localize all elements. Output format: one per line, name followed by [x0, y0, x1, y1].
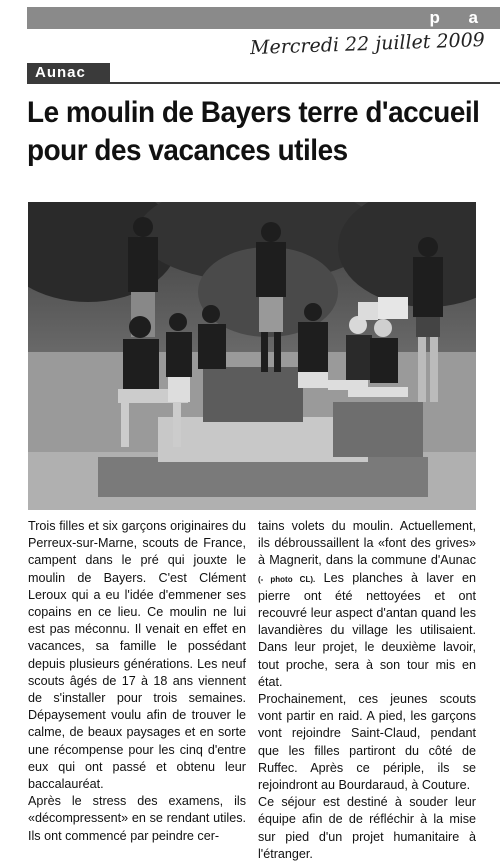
section-label: Aunac	[27, 63, 110, 83]
handwritten-date: Mercredi 22 juillet 2009	[249, 28, 486, 60]
section-divider	[27, 82, 500, 84]
article-column-left	[28, 518, 246, 845]
photo-credit: (- photo CL).	[258, 574, 316, 584]
page-header-bar	[27, 7, 500, 29]
article-paragraph: Trois filles et six garçons originaires du Perreux-sur-Marne, scouts de France, campent dans le pré qui jouxte le moulin de Bayers. C'est Clément Leroux qui a eu l'idée d'emmener ses copains en ce lieu. Ce moulin ne lui est pas méconnu. Il venait en effet en vacances, sa famille le possédant depuis plusieurs générations. Les neuf scouts âgés de 17 à 18 ans viennent de s'installer pour trois semaines. Dépaysement voulu afin de trouver le calme, de beaux paysages et en sorte une récompense pour les cinq d'entre eux qui ont passé et obtenu leur baccalauréat.	[28, 519, 246, 792]
article-paragraph: Prochainement, ces jeunes scouts vont partir en raid. A pied, les garçons vont rejoindre Saint-Claud, pendant que les filles partiront du côté de Ruffec. Après ce périple, ils se rejoindront au Bourdaraud, à Couture.	[258, 692, 476, 793]
article-headline: Le moulin de Bayers terre d'accueil pour des vacances utiles	[27, 96, 480, 167]
article-paragraph: Après le stress des examens, ils «décompressent» en se rendant utiles. Ils ont commencé par peindre cer-	[28, 794, 246, 843]
article-text: tains volets du moulin. Actuellement, ils débroussaillent la «font des grives» à Magnerit, dans la commune d'Aunac	[258, 519, 476, 568]
article-paragraph	[258, 518, 476, 691]
article-text: Les planches à laver en pierre ont été nettoyées et ont recouvré leur aspect d'antan quand les lavandières du village les utilisaient. Dans leur projet, le deuxième lavoir, tout proche, sera à son tour mis en état.	[258, 570, 476, 689]
article-paragraph: Ce séjour est destiné à souder leur équipe afin de de réfléchir à la mise sur pied d'un projet humanitaire à l'étranger.	[258, 795, 476, 861]
photo-scouts-at-lavoir	[28, 202, 476, 510]
article-column-right	[258, 518, 476, 863]
article-photo	[28, 202, 476, 510]
page-header-tag: p a	[429, 8, 490, 27]
